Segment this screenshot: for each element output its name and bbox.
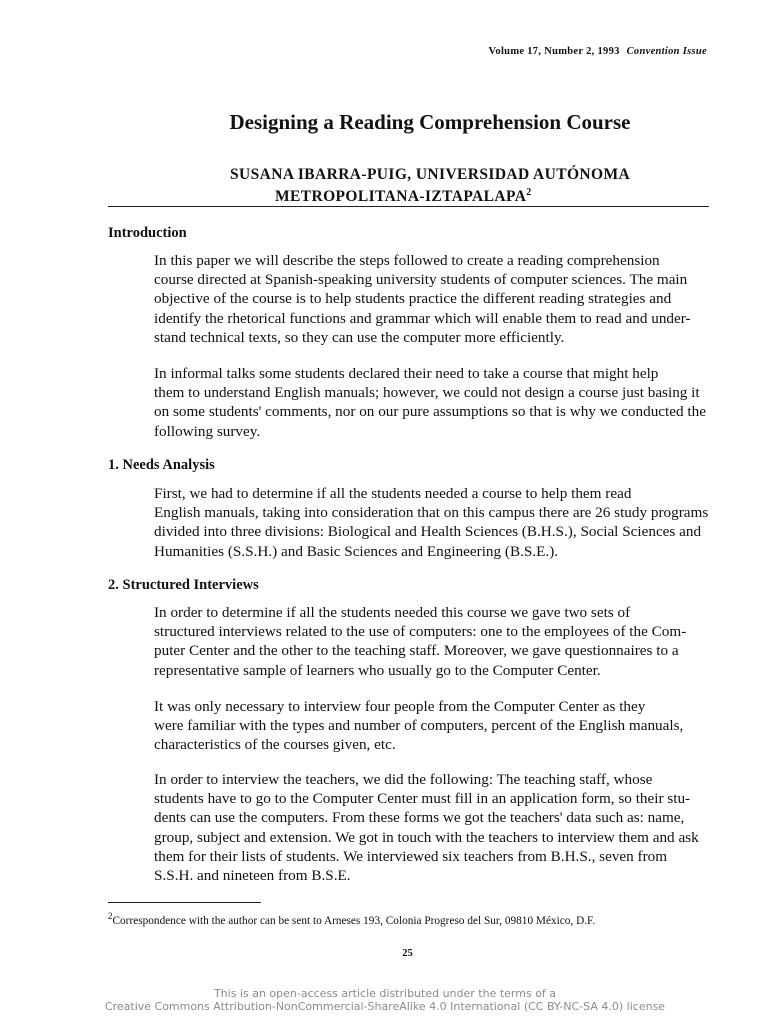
text-line: characteristics of the courses given, etc. xyxy=(154,736,396,754)
author-affiliation: METROPOLITANA-IZTAPALAPA xyxy=(275,188,527,205)
text-line: divided into three divisions: Biological and Health Sciences (B.H.S.), Social Sciences and xyxy=(154,523,702,541)
footnote-divider xyxy=(108,902,261,903)
text-line: In informal talks some students declared their need to take a course that might help xyxy=(154,365,659,382)
footnote-text: Correspondence with the author can be sent to Arneses 193, Colonia Progreso del Sur, 09810 México, D.F. xyxy=(112,915,596,927)
text-line: It was only necessary to interview four people from the Computer Center as they xyxy=(154,698,646,715)
paragraph-interviews-1 xyxy=(108,603,709,680)
text-line: In order to determine if all the students needed this course we gave two sets of xyxy=(154,604,631,621)
text-line: identify the rhetorical functions and grammar which will enable them to read and under- xyxy=(154,309,691,327)
text-line: dents can use the computers. From these forms we got the teachers' data such as: name, xyxy=(154,809,685,827)
paragraph-interviews-3 xyxy=(108,770,709,885)
text-line: course directed at Spanish-speaking university students of computer sciences. The main xyxy=(154,271,688,289)
paragraph-needs-1 xyxy=(108,484,709,561)
text-line: them for their lists of students. We interviewed six teachers from B.H.S., seven from xyxy=(154,847,668,865)
title-divider xyxy=(108,206,709,207)
paragraph-interviews-2 xyxy=(108,697,709,755)
text-line: on some students' comments, nor on our pure assumptions so that is why we conducted the xyxy=(154,403,706,421)
issue-label: Convention Issue xyxy=(626,46,707,57)
text-line: In order to interview the teachers, we did the following: The teaching staff, whose xyxy=(154,771,653,788)
license-line-2: Creative Commons Attribution-NonCommercial-ShareAlike 4.0 International (CC BY-NC-SA 4.0) license xyxy=(104,1000,666,1013)
text-line: objective of the course is to help students practice the different reading strategies and xyxy=(154,290,672,308)
running-header xyxy=(489,46,708,57)
paragraph-intro-1 xyxy=(108,251,709,347)
text-line: puter Center and the other to the teaching staff. Moreover, we gave questionnaires to a xyxy=(154,642,679,660)
page-number: 25 xyxy=(402,948,413,959)
text-line: were familiar with the types and number of computers, percent of the English manuals, xyxy=(154,717,684,735)
paragraph-intro-2 xyxy=(108,364,709,441)
text-line: following survey. xyxy=(154,422,261,440)
volume-info: Volume 17, Number 2, 1993 xyxy=(488,46,620,57)
paper-title: Designing a Reading Comprehension Course xyxy=(229,110,631,134)
section-heading-structured-interviews: 2. Structured Interviews xyxy=(108,577,259,593)
text-line: representative sample of learners who usually go to the Computer Center. xyxy=(154,661,601,679)
text-line: First, we had to determine if all the students needed a course to help them read xyxy=(154,485,632,502)
text-line: structured interviews related to the use of computers: one to the employees of the Com- xyxy=(154,623,687,641)
text-line: group, subject and extension. We got in touch with the teachers to interview them and ask xyxy=(154,828,699,846)
license-notice xyxy=(0,987,770,1013)
text-line: students have to go to the Computer Center must fill in an application form, so their stu- xyxy=(154,790,691,808)
text-line: In this paper we will describe the steps followed to create a reading comprehension xyxy=(154,252,660,269)
section-heading-introduction: Introduction xyxy=(108,225,187,241)
text-line: English manuals, taking into consideration that on this campus there are 26 study programs xyxy=(154,504,709,522)
license-line-1: This is an open-access article distributed under the terms of a xyxy=(213,987,557,1000)
text-line: stand technical texts, so they can use the computer more efficiently. xyxy=(154,328,565,346)
text-line: Humanities (S.S.H.) and Basic Sciences and Engineering (B.S.E.). xyxy=(154,542,559,560)
footnote-marker: 2 xyxy=(526,186,532,198)
text-line: them to understand English manuals; however, we could not design a course just basing it xyxy=(154,384,700,402)
footnote-number: 2 xyxy=(108,911,113,922)
author-line-2 xyxy=(275,188,532,206)
footnote xyxy=(108,911,596,927)
author-line-1: SUSANA IBARRA-PUIG, UNIVERSIDAD AUTÓNOMA xyxy=(230,166,631,183)
text-line: S.S.H. and nineteen from B.S.E. xyxy=(154,867,351,885)
section-heading-needs-analysis: 1. Needs Analysis xyxy=(108,457,215,473)
